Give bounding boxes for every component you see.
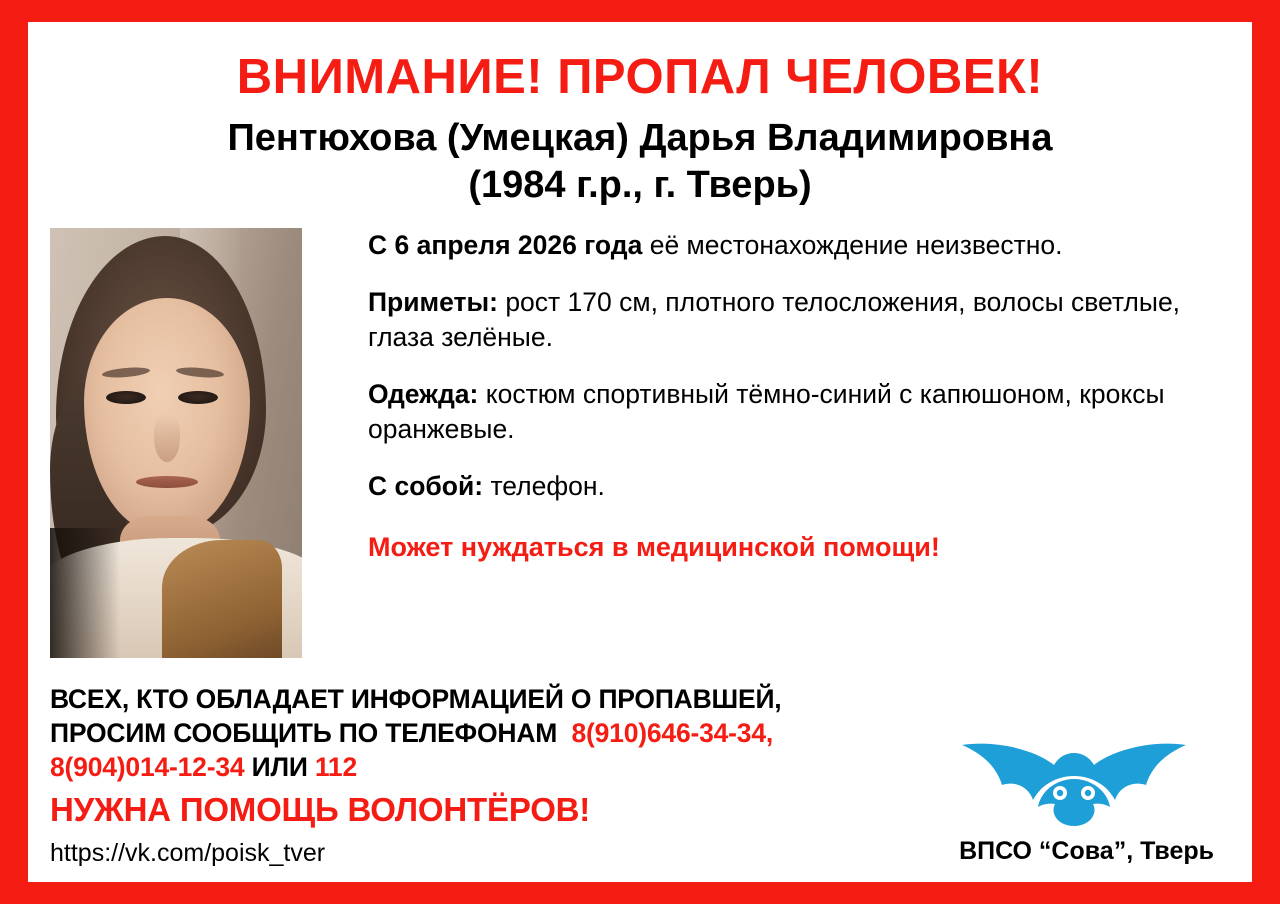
missing-since-paragraph [368, 228, 1212, 263]
appeal-line2-prefix: ПРОСИМ СООБЩИТЬ ПО ТЕЛЕФОНАМ [50, 718, 558, 749]
missing-since-text: её местонахождение неизвестно. [642, 230, 1063, 261]
person-name-line1: Пентюхова (Умецкая) Дарья Владимировна [227, 117, 1053, 160]
person-name [28, 115, 1252, 208]
missing-person-photo [50, 228, 302, 658]
contact-phone-3[interactable]: 112 [314, 752, 358, 783]
contact-phone-1[interactable]: 8(910)646-34-34, [571, 718, 774, 749]
contact-phone-2[interactable]: 8(904)014-12-34 [50, 752, 245, 783]
person-name-line2: (1984 г.р., г. Тверь) [468, 163, 812, 206]
carried-items-label: С собой: [368, 471, 484, 501]
footer-left [50, 683, 959, 868]
carried-items-text: телефон. [483, 471, 605, 501]
poster-footer [50, 683, 1230, 868]
appeal-text [50, 683, 959, 785]
missing-person-poster [28, 22, 1252, 882]
appeal-line1: ВСЕХ, КТО ОБЛАДАЕТ ИНФОРМАЦИЕЙ О ПРОПАВШЕЙ, [50, 684, 782, 715]
poster-headline: ВНИМАНИЕ! ПРОПАЛ ЧЕЛОВЕК! [236, 50, 1044, 104]
or-word: ИЛИ [251, 752, 308, 783]
poster-body [28, 228, 1252, 658]
medical-warning: Может нуждаться в медицинской помощи! [368, 531, 940, 562]
footer-right [959, 735, 1230, 868]
missing-since-label: С 6 апреля 2026 года [368, 230, 643, 261]
volunteers-call: НУЖНА ПОМОЩЬ ВОЛОНТЁРОВ! [50, 791, 591, 828]
features-label: Приметы: [368, 287, 498, 318]
organization-name: ВПСО “Сова”, Тверь [959, 837, 1214, 865]
carried-items-paragraph [368, 469, 1212, 504]
vk-link[interactable]: https://vk.com/poisk_tver [50, 839, 326, 867]
clothes-label: Одежда: [368, 379, 479, 410]
features-text: рост 170 см, плотного телосложения, волосы светлые, глаза зелёные. [368, 287, 1181, 353]
details-column [308, 228, 1252, 565]
clothes-paragraph [368, 377, 1212, 447]
owl-logo-icon [959, 735, 1189, 827]
clothes-text: костюм спортивный тёмно-синий с капюшоном, кроксы оранжевые. [368, 379, 1165, 445]
features-paragraph [368, 285, 1212, 355]
photo-column [46, 228, 308, 658]
